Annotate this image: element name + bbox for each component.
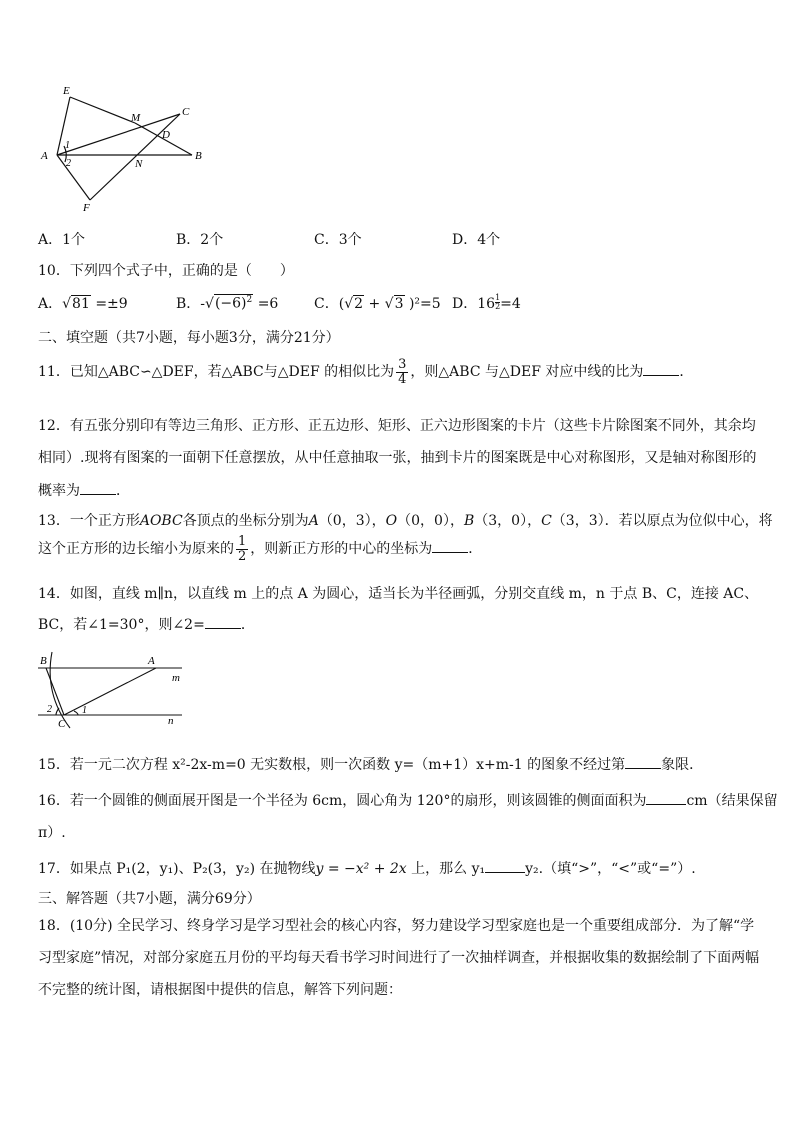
q10-option-b: B．$-√(-6)^2 =6$ [176,295,279,312]
label-D: D [162,129,170,141]
q16-answer-blank[interactable] [646,792,686,805]
q9-option-a: A．1个 [38,232,86,248]
q17: 17．如果点 P₁(2，y₁)、P₂(3，y₂) 在抛物线y = −x² + 2x 上，那么 y₁ y₂.（填“>”，“<”或“=”）. [38,861,696,877]
q9-option-b: B．2个 [176,232,224,248]
q10-option-c: C．(√2 + √3 )²=5 [314,296,441,312]
section-solution-heading: 三、解答题（共7小题，满分69分） [38,891,261,907]
label-A: A [148,655,155,667]
q11-answer-blank[interactable] [643,363,679,376]
q10-option-d: D．16 $\frac{1}{2}$ =4 [452,293,521,312]
label-F: F [83,202,90,214]
label-M: M [131,112,141,124]
q11: 11．已知△ABC∽△DEF，若△ABC与△DEF 的相似比为 $\frac{3}{4}$ ，则△ABC 与△DEF 对应中线的比为 ． [38,356,694,387]
section-fill-in-heading: 二、填空题（共7小题，每小题3分，满分21分） [38,330,340,346]
q12-answer-blank[interactable] [80,482,116,495]
segment-FC [90,114,180,200]
label-1: 1 [65,140,70,151]
q16-line-2: π）. [38,825,66,841]
q13-line-1: 13．一个正方形AOBC各顶点的坐标分别为A（0，3），O（0，0），B（3，0），C（3，3）．若以原点为位似中心，将 [38,513,773,529]
q18-line-2: 习型家庭”情况，对部分家庭五月份的平均每天看书学习时间进行了一次抽样调查，并根据收集的数据绘制了下面两幅 [38,950,760,966]
figure-parallel-lines [34,648,194,730]
q12-line-1: 12．有五张分别印有等边三角形、正方形、正五边形、矩形、正六边形图案的卡片（这些卡片除图案不同外，其余均 [38,418,756,434]
q15: 15．若一元二次方程 x²-2x-m=0 无实数根，则一次函数 y=（m+1）x+m-1 的图象不经过第 象限． [38,757,704,773]
q14-line-1: 14．如图，直线 m∥n，以直线 m 上的点 A 为圆心，适当长为半径画弧，分别交直线 m，n 于点 B、C，连接 AC、 [38,586,759,602]
q18-line-1: 18．(10分) 全民学习、终身学习是学习型社会的核心内容，努力建设学习型家庭也是一个重要组成部分．为了解“学 [38,918,755,934]
segment-AC [64,668,156,715]
segment-EM [70,97,135,123]
segment-AF [57,155,90,200]
q15-answer-blank[interactable] [625,756,661,769]
q10-option-a: A．√81 =±9 [38,296,128,312]
q14-line-2: BC，若∠1=30°，则∠2= ． [38,617,255,633]
q10-stem: 10．下列四个式子中，正确的是（ ） [38,263,294,279]
label-2: 2 [66,158,71,169]
label-C: C [58,718,66,730]
figure-triangles [30,78,220,218]
q18-line-3: 不完整的统计图，请根据图中提供的信息，解答下列问题： [38,982,402,998]
label-N: N [135,158,143,170]
label-m: m [172,672,180,684]
label-1: 1 [82,705,87,716]
angle-1-arc [74,711,78,715]
q17-answer-blank[interactable] [485,860,525,873]
label-B: B [195,150,202,162]
label-A: A [41,150,48,162]
angle-2-arc [56,708,59,715]
compass-arc [50,652,70,728]
q16-line-1: 16．若一个圆锥的侧面展开图是一个半径为 6cm，圆心角为 120°的扇形，则该圆锥的侧面面积为 cm（结果保留 [38,793,778,809]
label-2: 2 [47,704,52,715]
q14-answer-blank[interactable] [205,616,241,629]
q12-line-2: 相同）.现将有图案的一面朝下任意摆放，从中任意抽取一张，抽到卡片的图案既是中心对称图形，又是轴对称图形的 [38,450,757,466]
q12-line-3: 概率为 ． [38,483,130,499]
label-B: B [40,655,47,667]
label-C: C [182,106,190,118]
q9-option-d: D．4个 [452,232,501,248]
label-E: E [63,85,70,97]
label-n: n [168,715,174,727]
q9-option-c: C．3个 [314,232,362,248]
q13-line-2: 这个正方形的边长缩小为原来的 $\frac{1}{2}$ ，则新正方形的中心的坐标为 ． [38,533,483,564]
q13-answer-blank[interactable] [432,540,468,553]
